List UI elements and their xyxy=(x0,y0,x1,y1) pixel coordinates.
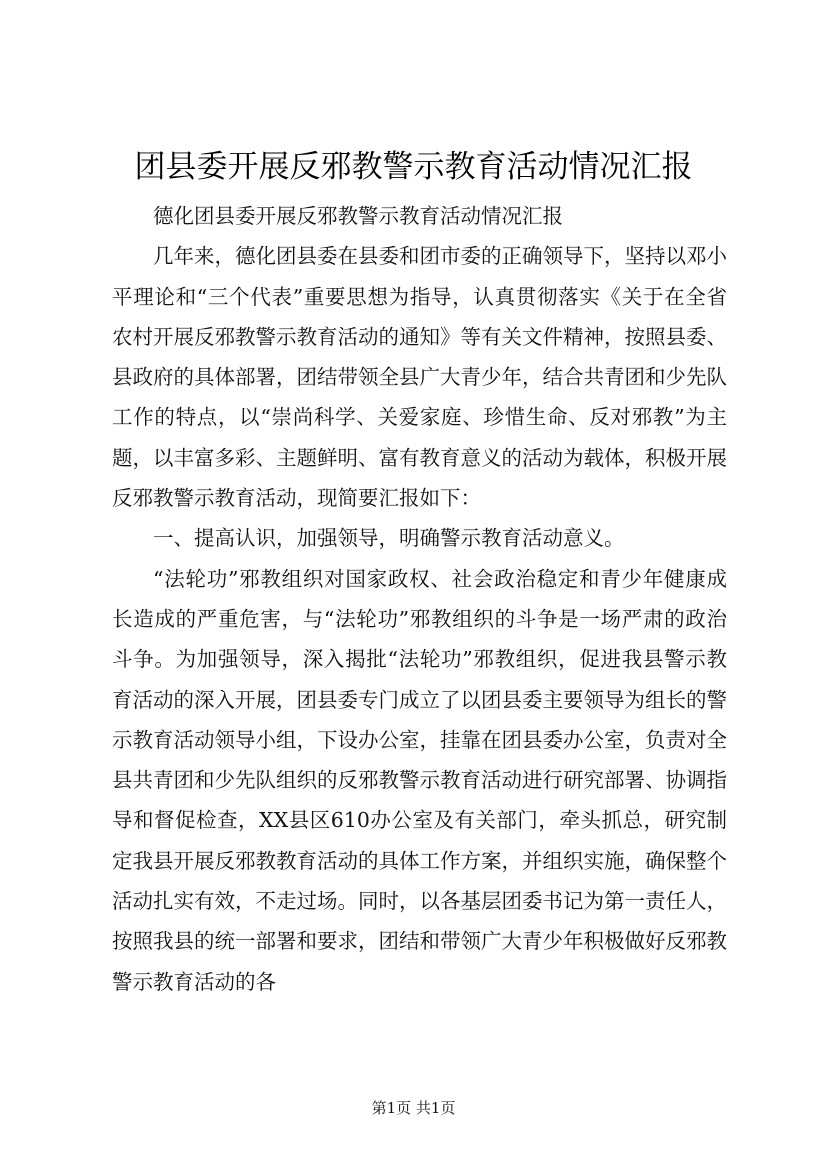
intro-paragraph: 几年来，德化团县委在县委和团市委的正确领导下，坚持以邓小平理论和“三个代表”重要思想为指导，认真贯彻落实《关于在全省农村开展反邪教警示教育活动的通知》等有关文件精神，按照县委、县政府的具体部署，团结带领全县广大青少年，结合共青团和少先队工作的特点，以“崇尚科学、关爱家庭、珍惜生命、反对邪教”为主题，以丰富多彩、主题鲜明、富有教育意义的活动为载体，积极开展反邪教警示教育活动，现简要汇报如下： xyxy=(112,244,727,511)
document-title: 团县委开展反邪教警示教育活动情况汇报 xyxy=(134,149,693,185)
page-footer xyxy=(0,1098,827,1118)
subtitle-paragraph: 德化团县委开展反邪教警示教育活动情况汇报 xyxy=(153,204,563,228)
body-paragraph: “法轮功”邪教组织对国家政权、社会政治稳定和青少年健康成长造成的严重危害，与“法轮功”邪教组织的斗争是一场严肃的政治斗争。为加强领导，深入揭批“法轮功”邪教组织，促进我县警示教育活动的深入开展，团县委专门成立了以团县委主要领导为组长的警示教育活动领导小组，下设办公室，挂靠在团县委办公室，负责对全县共青团和少先队组织的反邪教警示教育活动进行研究部署、协调指导和督促检查，XX县区610办公室及有关部门，牵头抓总，研究制定我县开展反邪教教育活动的具体工作方案，并组织实施，确保整个活动扎实有效，不走过场。同时，以各基层团委书记为第一责任人，按照我县的统一部署和要求，团结和带领广大青少年积极做好反邪教警示教育活动的各 xyxy=(112,566,727,994)
document-body xyxy=(112,196,727,1002)
section-heading: 一、提高认识，加强领导，明确警示教育活动意义。 xyxy=(153,526,625,551)
page-number-label: 第1页 共1页 xyxy=(371,1099,456,1117)
